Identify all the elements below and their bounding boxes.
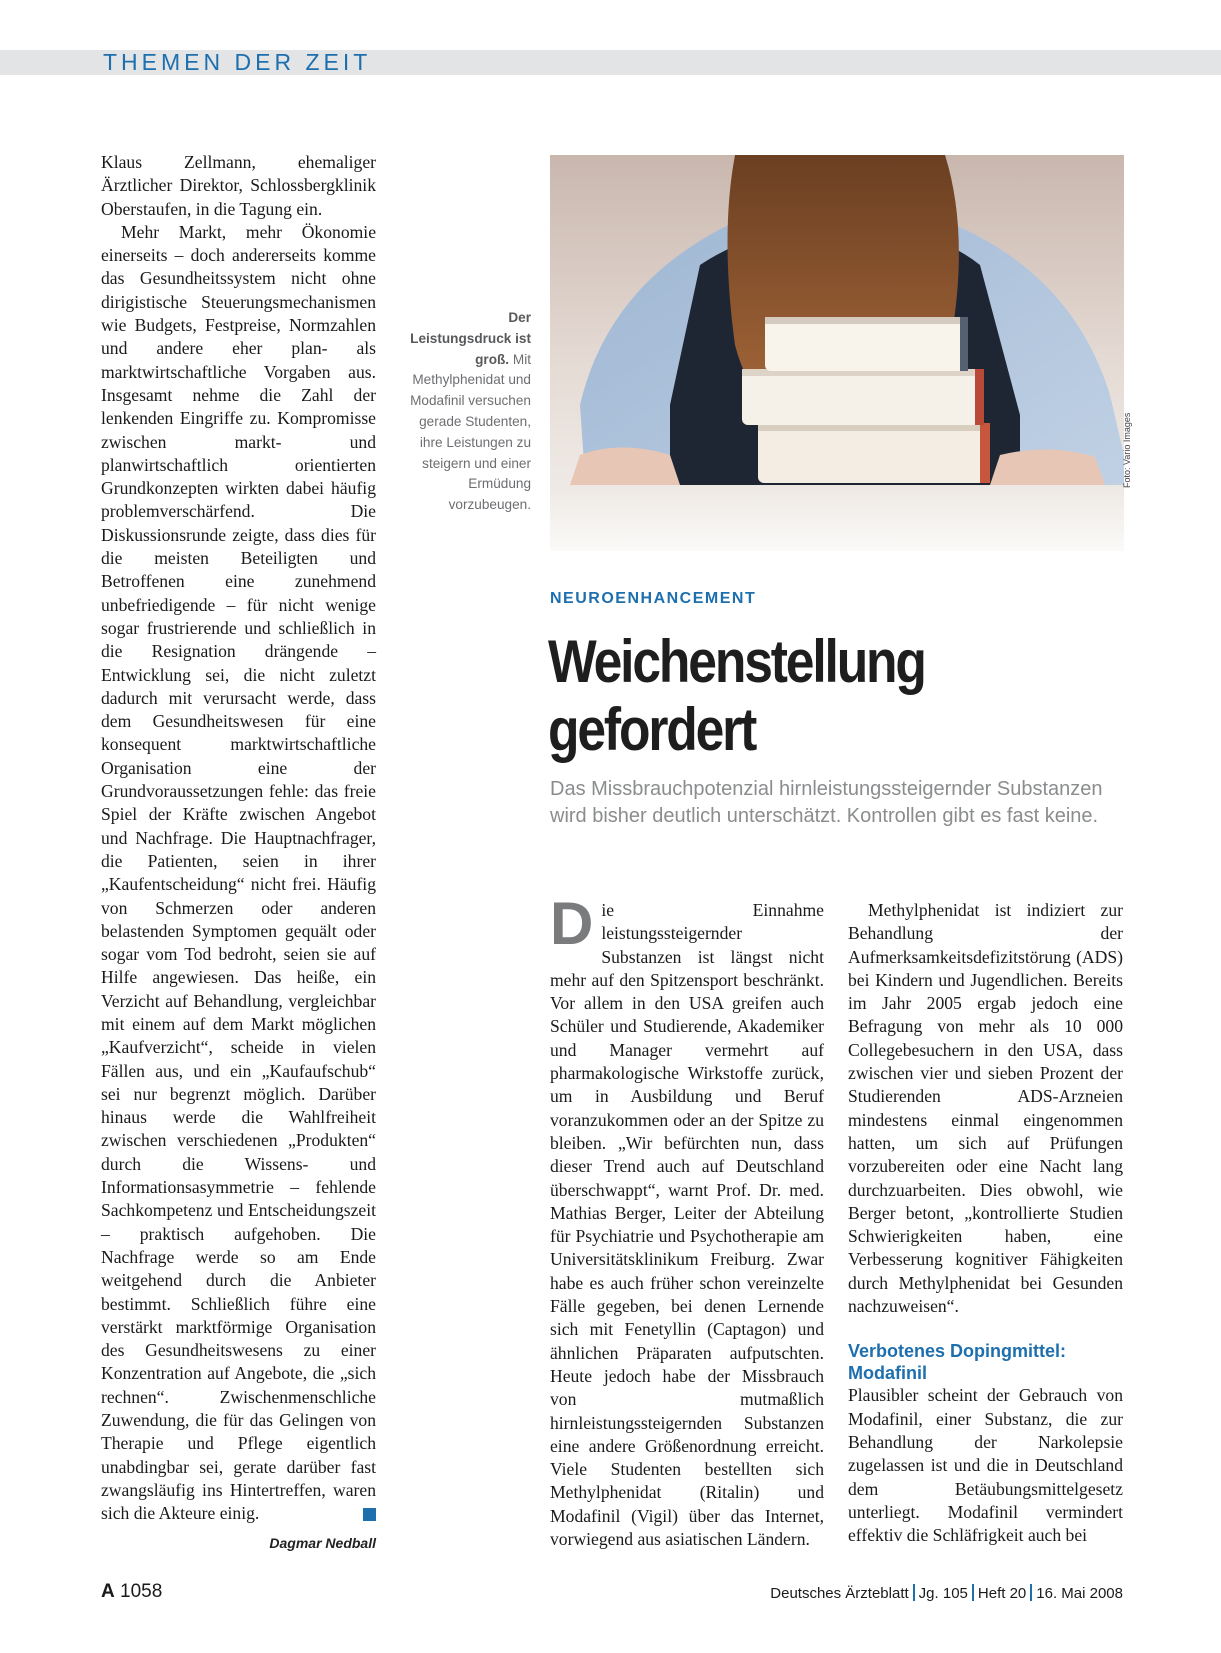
drop-cap: D [550, 890, 594, 957]
page-number-value: 1058 [120, 1581, 163, 1602]
footer-separator [1030, 1584, 1032, 1601]
footer-publication-info [770, 1584, 1123, 1602]
left-paragraph-2 [101, 221, 376, 1526]
student-with-books-image [550, 155, 1124, 551]
photo-caption [405, 308, 531, 516]
article-kicker: NEUROENHANCEMENT [550, 590, 757, 607]
article-standfirst: Das Missbrauchpotenzial hirnleistungssteigernder Substanzen wird bisher deutlich unterschätzt. Kontrollen gibt es fast keine. [550, 778, 1103, 827]
article-headline: Weichenstellung gefordert [548, 628, 925, 763]
author-byline: Dagmar Nedball [269, 1534, 376, 1551]
article-subhead: Verbotenes Dopingmittel: Modafinil [848, 1341, 1067, 1384]
section-title: THEMEN DER ZEIT [103, 49, 372, 75]
left-column [101, 151, 376, 1555]
caption-bold: Der Leistungsdruck ist groß. [410, 310, 531, 367]
footer-journal: Deutsches Ärzteblatt [770, 1585, 909, 1602]
middle-paragraph [550, 890, 824, 1551]
page-prefix: A [101, 1581, 115, 1602]
footer-separator [913, 1584, 915, 1601]
footer-issue: Heft 20 [977, 1585, 1027, 1602]
caption-text: Mit Methylphenidat und Modafinil versuchen gerade Studenten, ihre Leistungen zu steigern und einer Ermüdung vorzubeugen. [410, 351, 531, 513]
article-photo [550, 155, 1124, 551]
footer-separator [972, 1584, 974, 1601]
footer-date: 16. Mai 2008 [1036, 1585, 1123, 1602]
right-paragraph-1: Methylphenidat ist indiziert zur Behandlung der Aufmerksamkeitsdefizitstörung (ADS) bei Kindern und Jugendlichen. Bereits im Jahr 2005 ergab jedoch eine Befragung von mehr als 10 000 Collegebesuchern in den USA, dass zwischen vier und sieben Prozent der Studierenden ADS-Arzneien mindestens einmal eingenommen hatten, um sich auf Prüfungen vorzubereiten oder eine Nacht lang durchzuarbeiten. Dies obwohl, wie Berger betont, „kontrollierte Studien Schwierigkeiten haben, eine Verbesserung kognitiver Fähigkeiten durch Methylphenidat bei Gesunden nachzuweisen“. [848, 900, 1123, 1317]
footer-volume: Jg. 105 [918, 1585, 968, 1602]
right-column [848, 899, 1123, 1547]
left-paragraph-2-text: Mehr Markt, mehr Ökonomie einerseits – doch andererseits komme das Gesundheitssystem nicht ohne dirigistische Steuerungsmechanismen wie Budgets, Festpreise, Normzahlen und andere eher plan- als marktwirtschaftliche Vorgaben aus. Insgesamt nehme die Zahl der lenkenden Eingriffe zu. Kompromisse zwischen markt- und planwirtschaftlich orientierten Grundkonzepten wirkten dabei häufig problemverschärfend. Die Diskussionsrunde zeigte, dass dies für die meisten Beteiligten und Betroffenen eine zunehmend unbefriedigende – für nicht wenige sogar frustrierende und schließlich in die Resignation drängende – Entwicklung sei, die nicht zuletzt dadurch mit verursacht werde, dass dem Gesundheitswesen für eine konsequent marktwirtschaftliche Organisation eine der Grundvoraussetzungen fehle: das freie Spiel der Kräfte zwischen Angebot und Nachfrage. Die Hauptnachfrager, die Patienten, seien in ihrer „Kaufentscheidung“ nicht frei. Häufig von Schmerzen oder anderen belastenden Symptomen gequält oder sogar vom Tod bedroht, seien sie auf Hilfe angewiesen. Das heiße, ein Verzicht auf Behandlung, vergleichbar mit einem auf dem Markt möglichen „Kaufverzicht“, scheide in vielen Fällen aus, und ein „Kaufaufschub“ sei nur begrenzt möglich. Darüber hinaus werde die Wahlfreiheit zwischen verschiedenen „Produkten“ durch die Wissens- und Informationsasymmetrie – fehlende Sachkompetenz und Entscheidungszeit – praktisch aufgehoben. Die Nachfrage werde so am Ende weitgehend durch die Anbieter bestimmt. Schließlich führe eine verstärkt marktförmige Organisation des Gesundheitswesens zu einer Konzentration auf Angebote, die „sich rechnen“. Zwischenmenschliche Zuwendung, die für das Gelingen von Therapie und Pflege eigentlich unabdingbar sei, gerate darüber fast zwangsläufig ins Hintertreffen, waren sich die Akteure einig. [101, 221, 376, 1524]
middle-column [550, 890, 824, 1551]
end-mark-icon [363, 1508, 376, 1521]
left-paragraph-1: Klaus Zellmann, ehemaliger Ärztlicher Direktor, Schlossbergklinik Oberstaufen, in die Tagung ein. [101, 152, 376, 219]
middle-paragraph-text: ie Einnahme leistungssteigernder Substanzen ist längst nicht mehr auf den Spitzensport beschränkt. Vor allem in den USA greifen auch Schüler und Studierende, Akademiker und Manager vermehrt auf pharmakologische Wirkstoffe zurück, um in Ausbildung und Beruf voranzukommen oder an der Spitze zu bleiben. „Wir befürchten nun, dass dieser Trend auch auf Deutschland überschwappt“, warnt Prof. Dr. med. Mathias Berger, Leiter der Abteilung für Psychiatrie und Psychotherapie am Universitätsklinikum Freiburg. Zwar habe es auch früher schon vereinzelte Fälle gegeben, bei denen Lernende sich mit Fenetyllin (Captagon) und ähnlichen Präparaten aufputschten. Heute jedoch habe der Missbrauch von mutmaßlich hirnleistungssteigernden Substanzen eine andere Größenordnung erreicht. Viele Studenten bestellten sich Methylphenidat (Ritalin) und Modafinil (Vigil) über das Internet, vorwiegend aus asiatischen Ländern. [550, 900, 824, 1550]
right-paragraph-2: Plausibler scheint der Gebrauch von Modafinil, einer Substanz, die zur Behandlung der Narkolepsie zugelassen ist und die in Deutschland dem Betäubungsmittelgesetz unterliegt. Modafinil vermindert effektiv die Schläfrigkeit auch bei [848, 1385, 1123, 1546]
photo-credit: Foto: Vario Images [1122, 412, 1132, 488]
page-number [101, 1581, 162, 1603]
